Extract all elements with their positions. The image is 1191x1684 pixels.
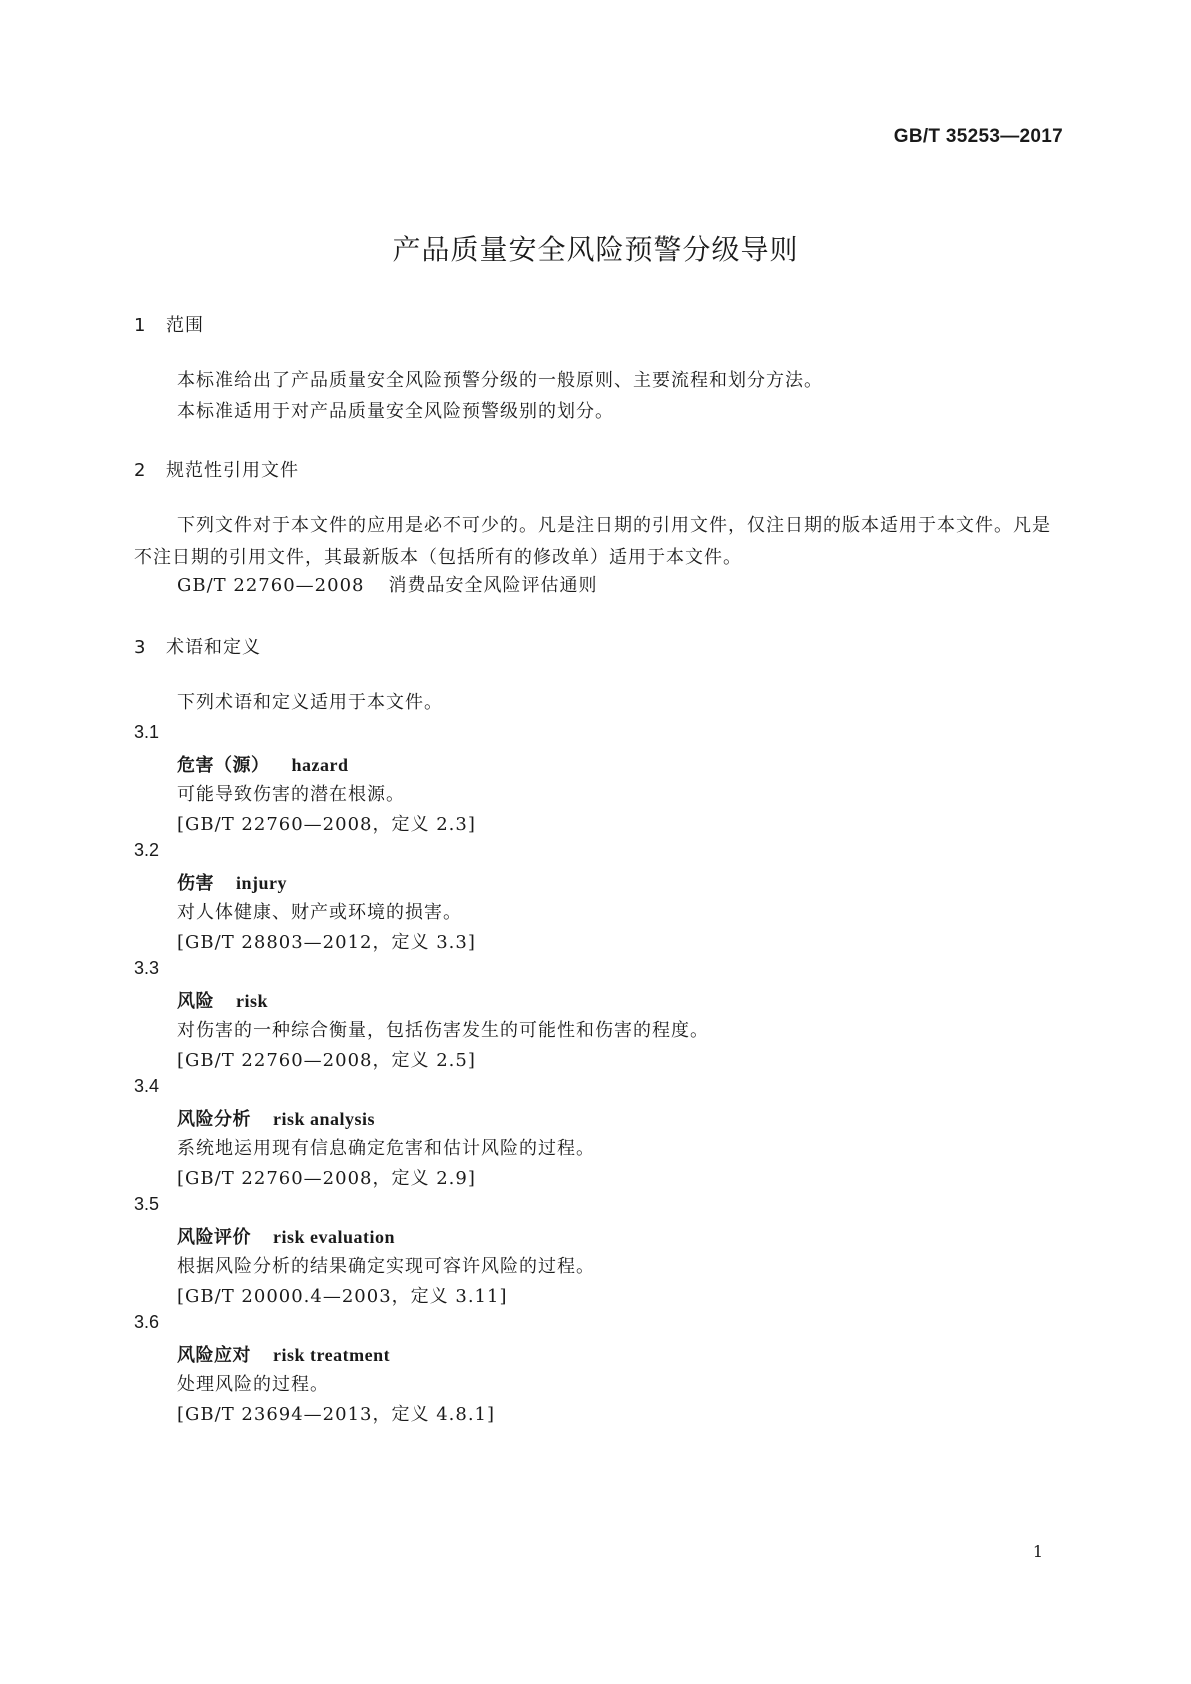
term-source: [GB/T 20000.4—2003，定义 3.11] [177, 1286, 508, 1307]
term-name-zh: 危害（源） [177, 755, 270, 776]
term-definition: 对人体健康、财产或环境的损害。 [177, 902, 462, 923]
standard-code: GB/T 35253—2017 [893, 126, 1063, 147]
term-name-en: injury [236, 873, 288, 893]
term-name [177, 1341, 390, 1367]
term-name-en: risk evaluation [273, 1227, 396, 1247]
term-name-en: risk treatment [273, 1345, 391, 1365]
document-title: 产品质量安全风险预警分级导则 [392, 233, 799, 266]
term-name-en: risk [236, 991, 269, 1011]
term-name-en: hazard [291, 755, 349, 775]
reference-code: GB/T 22760—2008 [177, 575, 365, 596]
term-definition: 根据风险分析的结果确定实现可容许风险的过程。 [177, 1256, 595, 1277]
term-definition: 系统地运用现有信息确定危害和估计风险的过程。 [177, 1138, 595, 1159]
term-definition: 可能导致伤害的潜在根源。 [177, 784, 405, 805]
paragraph: 本标准适用于对产品质量安全风险预警级别的划分。 [177, 401, 614, 422]
paragraph: 本标准给出了产品质量安全风险预警分级的一般原则、主要流程和划分方法。 [177, 370, 823, 391]
term-name [177, 869, 287, 895]
section-number: 3 [134, 637, 147, 658]
term-name [177, 987, 268, 1013]
term-name-en: risk analysis [273, 1109, 376, 1129]
term-name-zh: 风险评价 [177, 1227, 251, 1248]
term-source: [GB/T 22760—2008，定义 2.3] [177, 814, 476, 835]
section-heading-normative-references [134, 456, 299, 482]
term-source: [GB/T 23694—2013，定义 4.8.1] [177, 1404, 496, 1425]
term-definition: 对伤害的一种综合衡量，包括伤害发生的可能性和伤害的程度。 [177, 1020, 709, 1041]
paragraph: 下列术语和定义适用于本文件。 [177, 692, 443, 713]
term-source: [GB/T 28803—2012，定义 3.3] [177, 932, 476, 953]
term-number: 3.3 [134, 958, 160, 978]
term-number: 3.2 [134, 840, 160, 860]
section-title: 范围 [166, 315, 204, 336]
page-number: 1 [1032, 1542, 1043, 1561]
paragraph: 下列文件对于本文件的应用是必不可少的。凡是注日期的引用文件，仅注日期的版本适用于本文件。凡是不注日期的引用文件，其最新版本（包括所有的修改单）适用于本文件。 [134, 515, 1051, 568]
term-name-zh: 风险 [177, 991, 214, 1012]
term-number: 3.5 [134, 1194, 160, 1214]
reference-title: 消费品安全风险评估通则 [388, 575, 598, 596]
term-number: 3.4 [134, 1076, 160, 1096]
section-heading-scope [134, 311, 204, 337]
term-number: 3.1 [134, 722, 160, 742]
term-source: [GB/T 22760—2008，定义 2.9] [177, 1168, 476, 1189]
section-heading-terms-and-definitions [134, 633, 261, 659]
term-name-zh: 风险应对 [177, 1345, 251, 1366]
term-name [177, 751, 349, 777]
term-definition: 处理风险的过程。 [177, 1374, 329, 1395]
section-number: 1 [134, 315, 147, 336]
section-title: 术语和定义 [166, 637, 261, 658]
reference-entry [177, 570, 1063, 602]
term-name-zh: 伤害 [177, 873, 214, 894]
section-number: 2 [134, 460, 147, 481]
term-name-zh: 风险分析 [177, 1109, 251, 1130]
term-name [177, 1105, 375, 1131]
section-title: 规范性引用文件 [166, 460, 299, 481]
term-source: [GB/T 22760—2008，定义 2.5] [177, 1050, 476, 1071]
term-name [177, 1223, 395, 1249]
term-number: 3.6 [134, 1312, 160, 1332]
